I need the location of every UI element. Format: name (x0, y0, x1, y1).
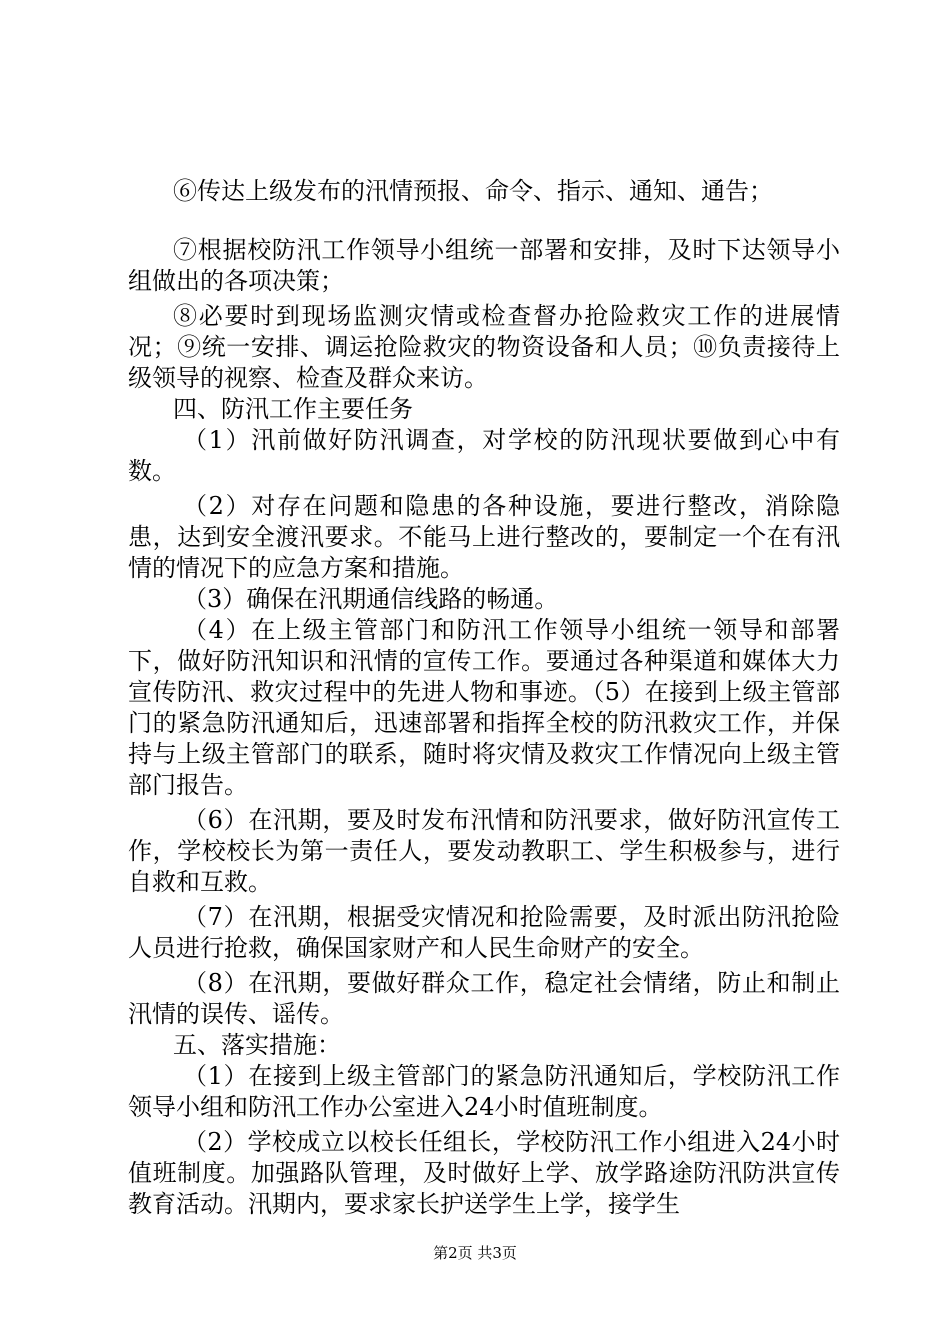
paragraph-item-8-10: ⑧必要时到现场监测灾情或检查督办抢险救灾工作的进展情况；⑨统一安排、调运抢险救灾的物资设备和人员；⑩负责接待上级领导的视察、检查及群众来访。 (128, 302, 840, 392)
task-paragraph-3: （3）确保在汛期通信线路的畅通。 (183, 585, 559, 613)
paragraph-item-7: ⑦根据校防汛工作领导小组统一部署和安排，及时下达领导小组做出的各项决策； (128, 236, 840, 295)
section-heading-5: 五、落实措施： (173, 1031, 341, 1059)
paragraph-item-6: ⑥传达上级发布的汛情预报、命令、指示、通知、通告； (173, 177, 773, 205)
task-paragraph-2: （2）对存在问题和隐患的各种设施，要进行整改，消除隐患，达到安全渡汛要求。不能马上进行整改的，要制定一个在有汛情的情况下的应急方案和措施。 (128, 492, 840, 582)
task-paragraph-7: （7）在汛期，根据受灾情况和抢险需要，及时派出防汛抢险人员进行抢救，确保国家财产和人民生命财产的安全。 (128, 903, 840, 962)
task-paragraph-6: （6）在汛期，要及时发布汛情和防汛要求，做好防汛宣传工作，学校校长为第一责任人，要发动教职工、学生积极参与，进行自救和互救。 (128, 806, 840, 896)
document-body (128, 176, 840, 1220)
task-paragraph-4-5: （4）在上级主管部门和防汛工作领导小组统一领导和部署下，做好防汛知识和汛情的宣传工作。要通过各种渠道和媒体大力宣传防汛、救灾过程中的先进人物和事迹。（5）在接到上级主管部门的紧急防汛通知后，迅速部署和指挥全校的防汛救灾工作，并保持与上级主管部门的联系，随时将灾情及救灾工作情况向上级主管部门报告。 (128, 616, 840, 799)
measure-paragraph-2: （2）学校成立以校长任组长，学校防汛工作小组进入24小时值班制度。加强路队管理，及时做好上学、放学路途防汛防洪宣传教育活动。汛期内，要求家长护送学生上学，接学生 (128, 1128, 840, 1218)
page-number-footer: 第2页 共3页 (433, 1244, 517, 1262)
section-heading-4: 四、防汛工作主要任务 (173, 395, 413, 423)
measure-paragraph-1: （1）在接到上级主管部门的紧急防汛通知后，学校防汛工作领导小组和防汛工作办公室进入24小时值班制度。 (128, 1062, 840, 1121)
task-paragraph-8: （8）在汛期，要做好群众工作，稳定社会情绪，防止和制止汛情的误传、谣传。 (128, 969, 840, 1028)
task-paragraph-1: （1）汛前做好防汛调查，对学校的防汛现状要做到心中有数。 (128, 426, 840, 485)
